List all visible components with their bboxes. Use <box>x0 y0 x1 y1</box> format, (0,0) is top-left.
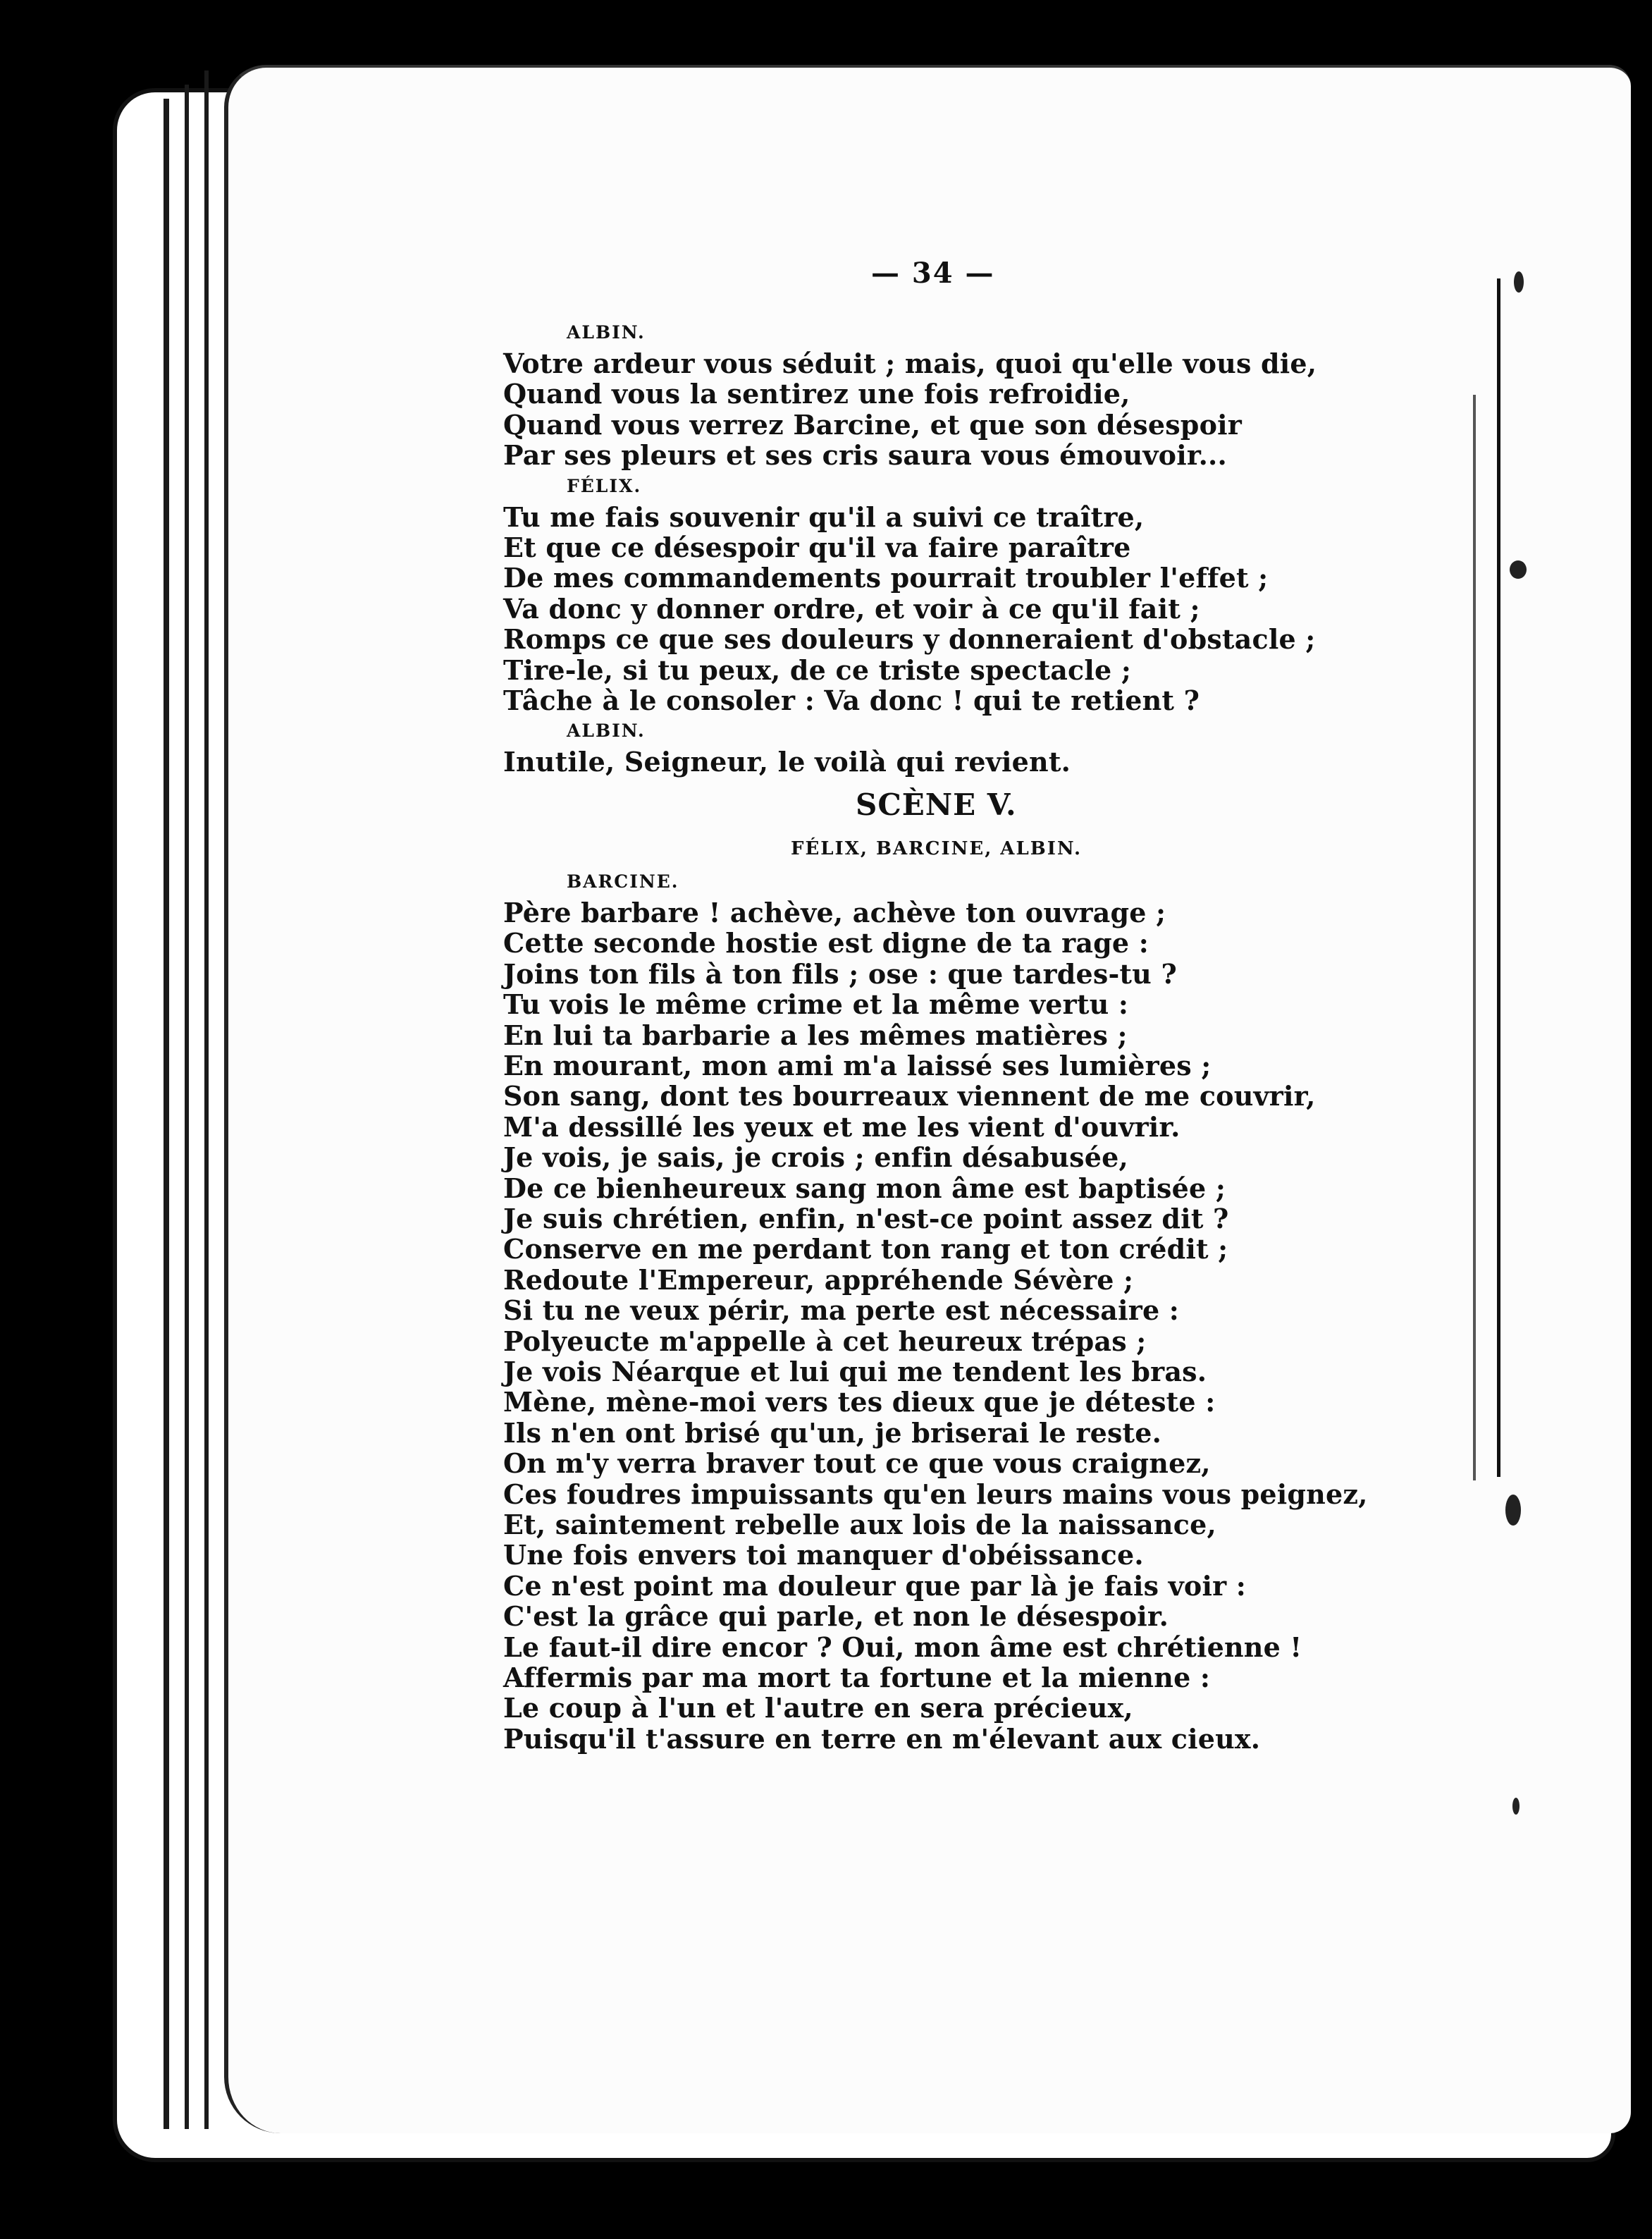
ink-blot <box>1510 560 1527 579</box>
verse-line: Romps ce que ses douleurs y donneraient d'obstacle ; <box>503 623 1316 656</box>
verse-line: Tire-le, si tu peux, de ce triste spectacle ; <box>503 654 1132 686</box>
verse-line: Père barbare ! achève, achève ton ouvrage ; <box>503 896 1166 928</box>
speaker-name: ALBIN. <box>567 322 646 343</box>
verse-line: De mes commandements pourrait troubler l'effet ; <box>503 562 1269 594</box>
verse-line: On m'y verra braver tout ce que vous craignez, <box>503 1447 1211 1480</box>
speech-block <box>503 317 1317 472</box>
verse-line: Quand vous verrez Barcine, et que son désespoir <box>503 408 1242 441</box>
verse-line: Quand vous la sentirez une fois refroidie, <box>503 378 1130 410</box>
ink-speck <box>1512 1798 1520 1815</box>
verse-line: Par ses pleurs et ses cris saura vous émouvoir... <box>503 439 1227 472</box>
verse-line: Affermis par ma mort ta fortune et la mienne : <box>503 1662 1211 1694</box>
verse-line: Redoute l'Empereur, appréhende Sévère ; <box>503 1263 1134 1296</box>
verse-line: Le faut-il dire encor ? Oui, mon âme est chrétienne ! <box>503 1631 1302 1663</box>
verse-line: Ces foudres impuissants qu'en leurs mains vous peignez, <box>503 1478 1368 1510</box>
verse-line: De ce bienheureux sang mon âme est baptisée ; <box>503 1172 1226 1204</box>
speaker-name: BARCINE. <box>567 871 679 892</box>
ink-blot <box>1505 1495 1521 1526</box>
verse-line: Puisqu'il t'assure en terre en m'élevant aux cieux. <box>503 1722 1261 1755</box>
play-text <box>503 317 1368 1755</box>
verse-line: Une fois envers toi manquer d'obéissance. <box>503 1539 1144 1571</box>
verse-line: En mourant, mon ami m'a laissé ses lumières ; <box>503 1049 1212 1081</box>
page-edge-line <box>185 85 189 2129</box>
verse-line: Cette seconde hostie est digne de ta rage : <box>503 927 1149 959</box>
ink-speck <box>1514 271 1524 293</box>
page-edge-line <box>204 70 209 2129</box>
verse-line: Si tu ne veux périr, ma perte est nécessaire : <box>503 1294 1179 1327</box>
speaker-name: FÉLIX. <box>567 475 642 496</box>
speaker-name: ALBIN. <box>567 720 646 742</box>
verse-line: Tu me fais souvenir qu'il a suivi ce traître, <box>503 501 1145 533</box>
verse-line: Mène, mène-moi vers tes dieux que je déteste : <box>503 1386 1216 1418</box>
verse-line: C'est la grâce qui parle, et non le désespoir. <box>503 1600 1169 1633</box>
speech-block <box>503 716 1278 777</box>
page-edge-line <box>164 99 169 2129</box>
verse-line: Va donc y donner ordre, et voir à ce qu'il fait ; <box>503 592 1200 625</box>
verse-line: Tu vois le même crime et la même vertu : <box>503 988 1129 1021</box>
verse-line: Ils n'en ont brisé qu'un, je briserai le reste. <box>503 1416 1162 1449</box>
scene-heading: SCÈNE V. <box>856 787 1017 822</box>
verse-line: Conserve en me perdant ton rang et ton crédit ; <box>503 1233 1228 1265</box>
page-number: — 34 — <box>871 257 995 290</box>
verse-line: Le coup à l'un et l'autre en sera précieux, <box>503 1692 1133 1724</box>
speech-block <box>503 866 1368 1755</box>
verse-line: Je vois Néarque et lui qui me tendent les bras. <box>503 1355 1207 1387</box>
scene-characters: FÉLIX, BARCINE, ALBIN. <box>791 838 1083 859</box>
verse-line: Polyeucte m'appelle à cet heureux trépas ; <box>503 1325 1147 1357</box>
margin-rule <box>1497 278 1500 1477</box>
verse-line: M'a dessillé les yeux et me les vient d'ouvrir. <box>503 1110 1181 1143</box>
verse-line: Son sang, dont tes bourreaux viennent de me couvrir, <box>503 1080 1316 1112</box>
margin-rule <box>1473 395 1476 1480</box>
verse-line: Et, saintement rebelle aux lois de la naissance, <box>503 1509 1216 1540</box>
verse-line: Je suis chrétien, enfin, n'est-ce point assez dit ? <box>503 1202 1229 1234</box>
speech-block <box>503 471 1316 717</box>
verse-line: Je vois, je sais, je crois ; enfin désabusée, <box>503 1141 1128 1174</box>
verse-line: Inutile, Seigneur, le voilà qui revient. <box>503 746 1071 778</box>
verse-line: Joins ton fils à ton fils ; ose : que tardes-tu ? <box>503 957 1177 990</box>
verse-line: Votre ardeur vous séduit ; mais, quoi qu'elle vous die, <box>503 348 1317 379</box>
verse-line: Et que ce désespoir qu'il va faire paraître <box>503 532 1131 564</box>
verse-line: Ce n'est point ma douleur que par là je fais voir : <box>503 1569 1246 1602</box>
verse-line: Tâche à le consoler : Va donc ! qui te retient ? <box>503 685 1200 717</box>
verse-line: En lui ta barbarie a les mêmes matières ; <box>503 1019 1128 1051</box>
